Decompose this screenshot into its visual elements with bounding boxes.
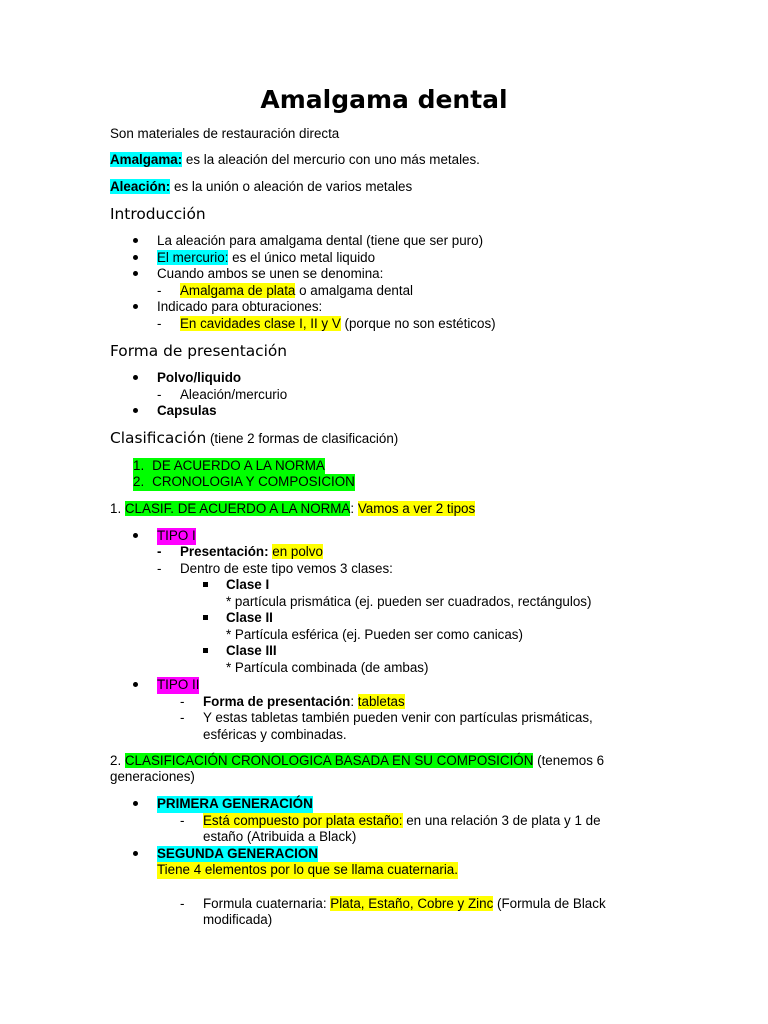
numbered-item-1: [133, 458, 325, 475]
presentacion-bullet-2: Capsulas: [157, 403, 217, 418]
forma-colon: :: [350, 694, 358, 709]
gen1-label: PRIMERA GENERACIÓN: [157, 796, 313, 811]
gen2-label: SEGUNDA GENERACION: [157, 846, 318, 861]
gen1-highlight: Está compuesto por plata estaño:: [203, 813, 403, 828]
aleacion-term: Aleación:: [110, 179, 171, 194]
presentacion-label: Presentación:: [180, 544, 269, 559]
intro-sub-4: [180, 316, 496, 333]
heading-clasificacion: [110, 428, 398, 449]
intro-bullet-4: Indicado para obturaciones:: [157, 299, 323, 314]
bullet: [133, 238, 138, 243]
presentacion-bullet-1: Polvo/liquido: [157, 370, 242, 385]
section1-title: CLASIF. DE ACUERDO A LA NORMA: [124, 501, 351, 516]
mercurio-term: El mercurio:: [157, 250, 229, 265]
dash-marker: -: [157, 561, 162, 576]
numbered-text: CRONOLOGIA Y COMPOSICION: [152, 474, 355, 489]
bullet: [133, 375, 138, 380]
tipo1-label: TIPO I: [157, 528, 196, 543]
amalgama-plata-rest: o amalgama dental: [295, 283, 414, 298]
clase3-desc: * Partícula combinada (de ambas): [226, 660, 429, 675]
bullet: [133, 801, 138, 806]
amalgama-definition: [110, 152, 480, 169]
aleacion-def: es la unión o aleación de varios metales: [170, 179, 413, 194]
amalgama-def: es la aleación del mercurio con uno más metales.: [182, 152, 480, 167]
dash-marker: -: [157, 387, 162, 402]
section2-heading: [110, 753, 604, 770]
square-bullet: [203, 648, 208, 653]
gen2-formula: [203, 896, 606, 913]
dash-marker: -: [157, 316, 162, 331]
section1-heading: [110, 501, 475, 518]
dash-marker: -: [180, 710, 185, 725]
presentacion-value: en polvo: [272, 544, 323, 559]
intro-sub-3: [180, 283, 413, 300]
bullet: [133, 682, 138, 687]
tipo2-line2: esféricas y combinadas.: [203, 727, 347, 742]
clase2-label: Clase II: [226, 610, 273, 625]
forma-value: tabletas: [357, 694, 405, 709]
mercurio-def: es el único metal liquido: [228, 250, 376, 265]
formula-rest: (Formula de Black: [493, 896, 606, 911]
tipo2-label: TIPO II: [157, 677, 200, 692]
tipo2-forma: [203, 694, 405, 711]
gen2-formula-line2: modificada): [203, 912, 273, 927]
section2-title: CLASIFICACIÓN CRONOLOGICA BASADA EN SU COMPOSICIÓN: [124, 753, 534, 768]
dash-marker: -: [180, 813, 185, 828]
clase2-desc: * Partícula esférica (ej. Pueden ser como canicas): [226, 627, 523, 642]
section1-colon: :: [350, 501, 355, 516]
forma-label: Forma de presentación: [203, 694, 351, 709]
bullet: [133, 851, 138, 856]
formula-highlight: Plata, Estaño, Cobre y Zinc: [330, 896, 494, 911]
tipo2-line1: Y estas tabletas también pueden venir con partículas prismáticas,: [203, 710, 593, 725]
tipo1-presentacion: [180, 544, 323, 561]
dash-marker: -: [157, 283, 162, 298]
aleacion-definition: [110, 179, 412, 196]
gen1-line1: [203, 813, 601, 830]
bullet: [133, 255, 138, 260]
amalgama-plata: Amalgama de plata: [180, 283, 296, 298]
dash-marker: -: [157, 544, 162, 559]
amalgama-term: Amalgama:: [110, 152, 183, 167]
heading-clasificacion-text: Clasificación: [110, 429, 207, 447]
number: 2.: [133, 474, 145, 489]
intro-bullet-3: Cuando ambos se unen se denomina:: [157, 266, 384, 281]
square-bullet: [203, 582, 208, 587]
intro-bullet-2: [157, 250, 375, 267]
section1-number: 1.: [110, 501, 125, 516]
number: 1.: [133, 458, 145, 473]
intro-bullet-1: La aleación para amalgama dental (tiene que ser puro): [157, 233, 484, 248]
cavidades: En cavidades clase I, II y V: [180, 316, 341, 331]
tipo1-clases-intro: Dentro de este tipo vemos 3 clases:: [180, 561, 393, 576]
heading-presentacion: Forma de presentación: [110, 342, 288, 360]
intro-line: Son materiales de restauración directa: [110, 126, 340, 141]
clase1-desc: * partícula prismática (ej. pueden ser cuadrados, rectángulos): [226, 594, 592, 609]
gen1-line2: estaño (Atribuida a Black): [203, 829, 357, 844]
bullet: [133, 271, 138, 276]
numbered-text: DE ACUERDO A LA NORMA: [152, 458, 325, 473]
bullet: [133, 408, 138, 413]
numbered-item-2: [133, 474, 355, 491]
clase3-label: Clase III: [226, 643, 277, 658]
dash-marker: -: [180, 694, 185, 709]
section1-tail: Vamos a ver 2 tipos: [357, 501, 476, 516]
gen2-line: Tiene 4 elementos por lo que se llama cuaternaria.: [157, 862, 458, 877]
bullet: [133, 533, 138, 538]
dash-marker: -: [180, 896, 185, 911]
bullet: [133, 304, 138, 309]
section2-tail-line2: generaciones): [110, 769, 195, 784]
page-title: Amalgama dental: [260, 85, 508, 114]
gen1-rest: en una relación 3 de plata y 1 de: [402, 813, 601, 828]
presentacion-sub-1: Aleación/mercurio: [180, 387, 288, 402]
heading-clasificacion-tail: (tiene 2 formas de clasificación): [206, 431, 399, 446]
cavidades-rest: (porque no son estéticos): [340, 316, 496, 331]
formula-label: Formula cuaternaria:: [203, 896, 331, 911]
square-bullet: [203, 615, 208, 620]
section2-number: 2.: [110, 753, 125, 768]
heading-introduccion: Introducción: [110, 205, 206, 223]
clase1-label: Clase I: [226, 577, 270, 592]
section2-tail: (tenemos 6: [533, 753, 605, 768]
